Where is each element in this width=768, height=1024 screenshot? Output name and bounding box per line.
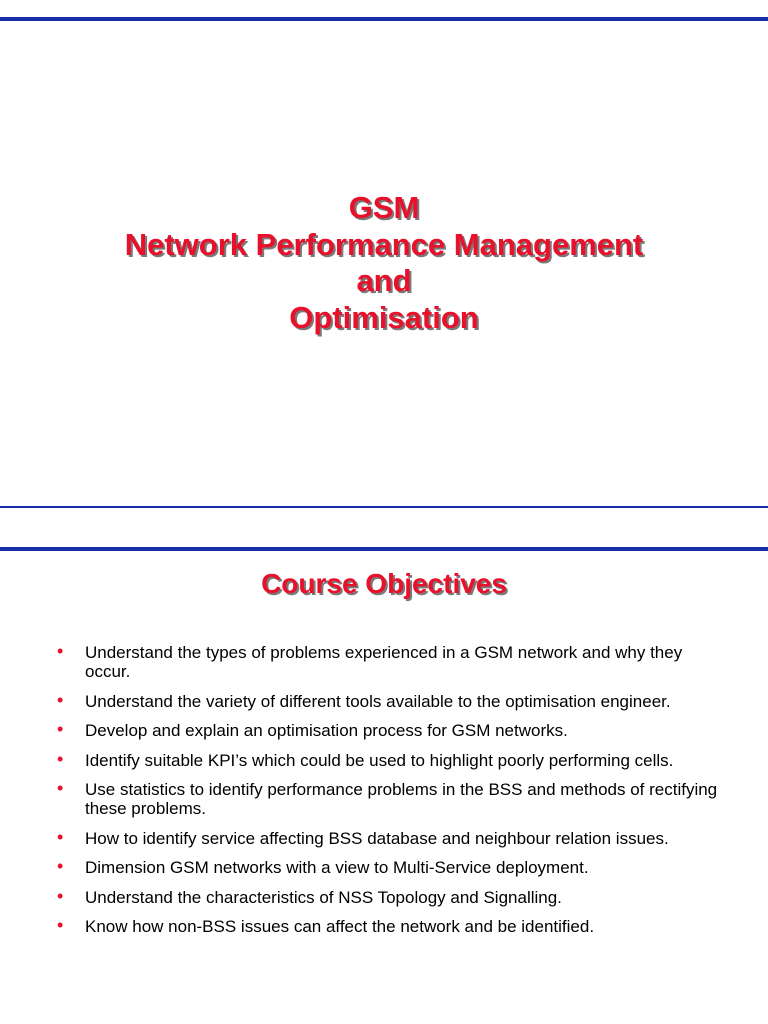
top-rule: [0, 547, 768, 551]
objective-text: Develop and explain an optimisation process for GSM networks.: [85, 721, 568, 740]
objective-text: Understand the types of problems experienced in a GSM network and why they occur.: [85, 643, 683, 681]
objective-text: Understand the characteristics of NSS Topology and Signalling.: [85, 887, 562, 907]
title-slide: [0, 0, 768, 508]
bullet-icon: •: [57, 826, 64, 847]
objective-text: How to identify service affecting BSS database and neighbour relation issues.: [85, 828, 669, 848]
list-item: [0, 826, 768, 848]
title-line: GSM: [348, 190, 420, 225]
objectives-slide: [0, 516, 768, 1024]
bullet-icon: •: [57, 885, 64, 906]
objective-text: Dimension GSM networks with a view to Multi-Service deployment.: [85, 858, 589, 877]
objectives-heading: Course Objectives: [261, 568, 507, 599]
objective-text: Use statistics to identify performance problems in the BSS and methods of rectifying these problems.: [85, 780, 718, 818]
bullet-icon: •: [57, 689, 64, 710]
list-item: [0, 780, 768, 818]
list-item: [0, 885, 768, 907]
title-line: Network Performance Management: [124, 226, 644, 262]
title-line: Optimisation: [289, 299, 479, 335]
bullet-icon: •: [57, 641, 64, 661]
slide-separator: [0, 508, 768, 516]
objective-text: Identify suitable KPI’s which could be used to highlight poorly performing cells.: [85, 750, 674, 770]
bullet-icon: •: [57, 719, 64, 739]
objective-text: Know how non-BSS issues can affect the network and be identified.: [85, 917, 595, 936]
list-item: [0, 721, 768, 740]
slide-title: [0, 190, 768, 336]
bullet-icon: •: [57, 856, 64, 876]
bullet-icon: •: [57, 778, 64, 798]
list-item: [0, 858, 768, 877]
title-line: and: [356, 263, 412, 298]
list-item: [0, 643, 768, 681]
list-item: [0, 689, 768, 711]
top-rule: [0, 17, 768, 21]
objectives-list: [0, 643, 768, 947]
list-item: [0, 748, 768, 770]
bullet-icon: •: [57, 915, 64, 935]
bullet-icon: •: [57, 748, 64, 769]
objective-text: Understand the variety of different tools available to the optimisation engineer.: [85, 691, 671, 711]
list-item: [0, 917, 768, 936]
